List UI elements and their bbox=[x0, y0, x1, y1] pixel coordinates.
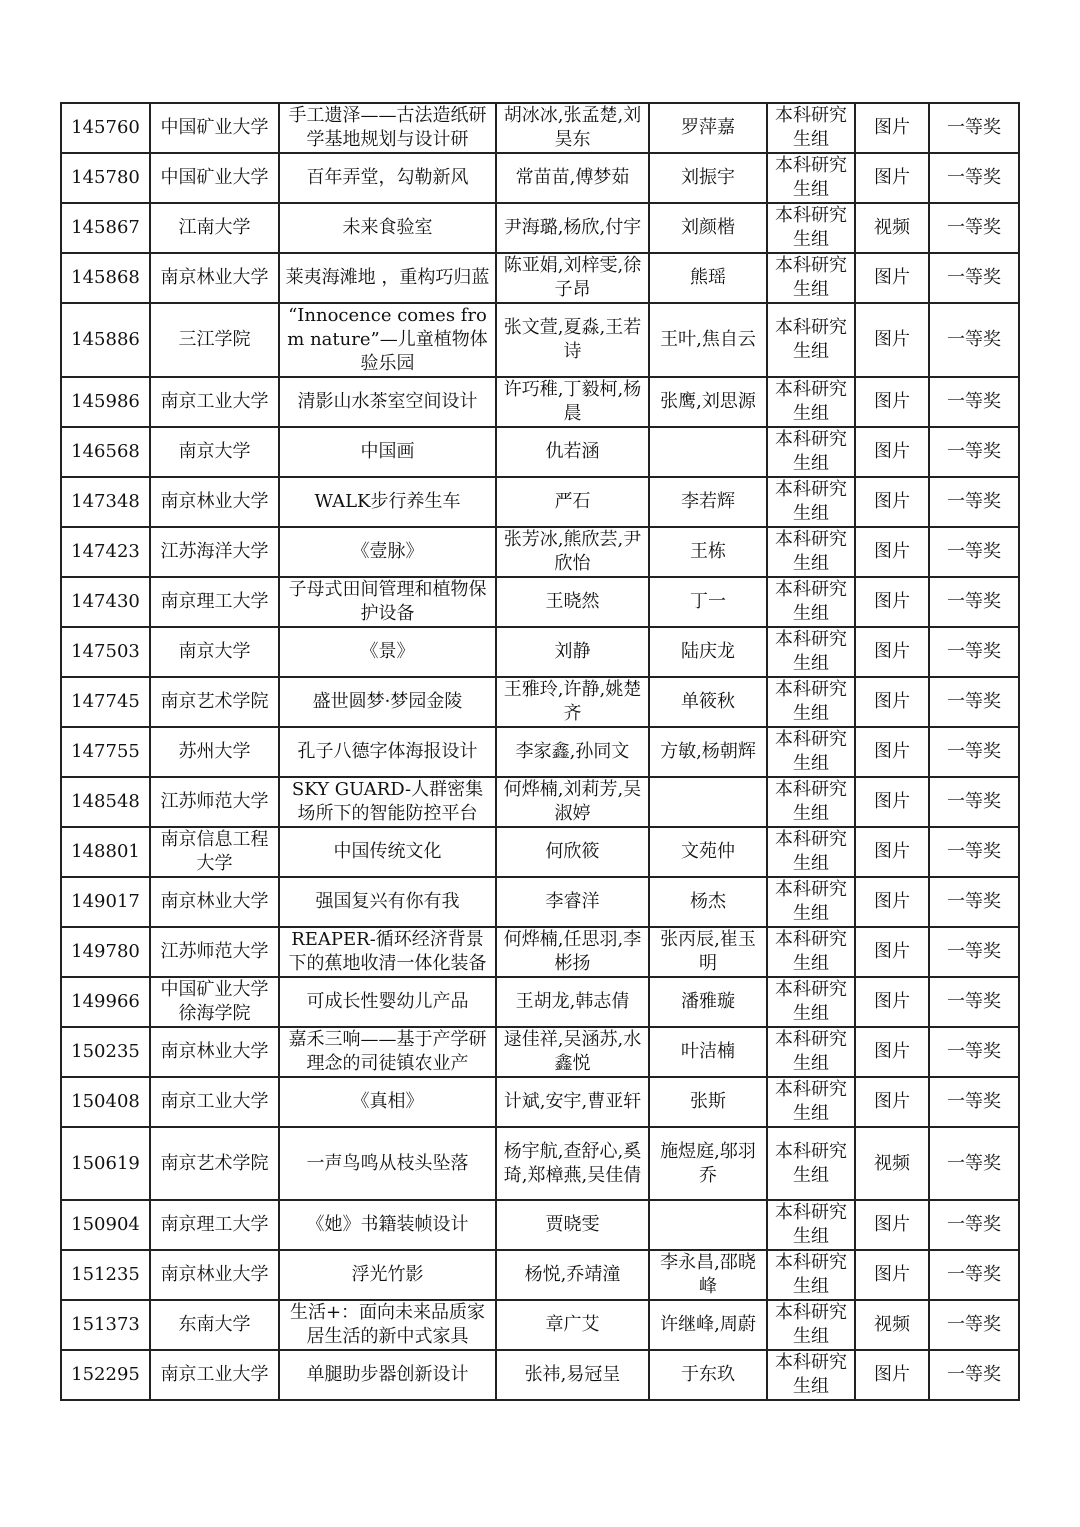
work-type-cell: 视频 bbox=[855, 1127, 929, 1200]
work-title-cell: 手工遗泽——古法造纸研学基地规划与设计研 bbox=[279, 103, 496, 153]
work-title-cell: 嘉禾三响——基于产学研理念的司徒镇农业产 bbox=[279, 1027, 496, 1077]
school-cell: 南京工业大学 bbox=[150, 377, 279, 427]
work-type-cell: 图片 bbox=[855, 927, 929, 977]
work-type-cell: 图片 bbox=[855, 1250, 929, 1300]
school-cell: 南京理工大学 bbox=[150, 1200, 279, 1250]
entry-id-cell: 147348 bbox=[61, 477, 150, 527]
award-cell: 一等奖 bbox=[929, 827, 1019, 877]
entry-id-cell: 148801 bbox=[61, 827, 150, 877]
advisor-cell: 许继峰,周蔚 bbox=[649, 1300, 767, 1350]
group-cell: 本科研究生组 bbox=[767, 253, 855, 303]
award-cell: 一等奖 bbox=[929, 1350, 1019, 1400]
entry-id-cell: 146568 bbox=[61, 427, 150, 477]
school-cell: 江苏师范大学 bbox=[150, 927, 279, 977]
award-cell: 一等奖 bbox=[929, 677, 1019, 727]
advisor-cell: 陆庆龙 bbox=[649, 627, 767, 677]
work-type-cell: 图片 bbox=[855, 527, 929, 577]
award-cell: 一等奖 bbox=[929, 203, 1019, 253]
table-row bbox=[61, 1027, 1019, 1077]
work-type-cell: 视频 bbox=[855, 203, 929, 253]
group-cell: 本科研究生组 bbox=[767, 627, 855, 677]
table-row bbox=[61, 1200, 1019, 1250]
work-title-cell: 莱夷海滩地 ，重构巧归蓝 bbox=[279, 253, 496, 303]
advisor-cell: 熊瑶 bbox=[649, 253, 767, 303]
advisor-cell: 文苑仲 bbox=[649, 827, 767, 877]
advisor-cell: 叶洁楠 bbox=[649, 1027, 767, 1077]
entry-id-cell: 149017 bbox=[61, 877, 150, 927]
table-row bbox=[61, 427, 1019, 477]
school-cell: 南京信息工程大学 bbox=[150, 827, 279, 877]
group-cell: 本科研究生组 bbox=[767, 527, 855, 577]
group-cell: 本科研究生组 bbox=[767, 677, 855, 727]
work-title-cell: 盛世圆梦·梦园金陵 bbox=[279, 677, 496, 727]
authors-cell: 计斌,安宇,曹亚轩 bbox=[496, 1077, 649, 1127]
authors-cell: 王晓然 bbox=[496, 577, 649, 627]
advisor-cell: 王叶,焦自云 bbox=[649, 303, 767, 377]
authors-cell: 胡冰冰,张孟楚,刘昊东 bbox=[496, 103, 649, 153]
entry-id-cell: 145986 bbox=[61, 377, 150, 427]
award-cell: 一等奖 bbox=[929, 153, 1019, 203]
work-type-cell: 图片 bbox=[855, 253, 929, 303]
school-cell: 三江学院 bbox=[150, 303, 279, 377]
authors-cell: 何烨楠,刘莉芳,吴淑婷 bbox=[496, 777, 649, 827]
group-cell: 本科研究生组 bbox=[767, 203, 855, 253]
advisor-cell: 李永昌,邵晓峰 bbox=[649, 1250, 767, 1300]
school-cell: 南京大学 bbox=[150, 627, 279, 677]
work-title-cell: 浮光竹影 bbox=[279, 1250, 496, 1300]
work-type-cell: 图片 bbox=[855, 103, 929, 153]
school-cell: 南京理工大学 bbox=[150, 577, 279, 627]
entry-id-cell: 147430 bbox=[61, 577, 150, 627]
advisor-cell: 张鹰,刘思源 bbox=[649, 377, 767, 427]
advisor-cell: 丁一 bbox=[649, 577, 767, 627]
entry-id-cell: 151373 bbox=[61, 1300, 150, 1350]
school-cell: 南京林业大学 bbox=[150, 1250, 279, 1300]
award-cell: 一等奖 bbox=[929, 253, 1019, 303]
group-cell: 本科研究生组 bbox=[767, 877, 855, 927]
table-row bbox=[61, 877, 1019, 927]
entry-id-cell: 149966 bbox=[61, 977, 150, 1027]
work-type-cell: 图片 bbox=[855, 477, 929, 527]
award-cell: 一等奖 bbox=[929, 303, 1019, 377]
award-cell: 一等奖 bbox=[929, 427, 1019, 477]
advisor-cell: 单筱秋 bbox=[649, 677, 767, 727]
school-cell: 南京大学 bbox=[150, 427, 279, 477]
work-type-cell: 图片 bbox=[855, 303, 929, 377]
table-row bbox=[61, 727, 1019, 777]
group-cell: 本科研究生组 bbox=[767, 377, 855, 427]
work-title-cell: 《壹脉》 bbox=[279, 527, 496, 577]
advisor-cell: 杨杰 bbox=[649, 877, 767, 927]
group-cell: 本科研究生组 bbox=[767, 577, 855, 627]
award-cell: 一等奖 bbox=[929, 1300, 1019, 1350]
table-row bbox=[61, 1127, 1019, 1200]
entry-id-cell: 145868 bbox=[61, 253, 150, 303]
school-cell: 南京工业大学 bbox=[150, 1350, 279, 1400]
award-cell: 一等奖 bbox=[929, 103, 1019, 153]
group-cell: 本科研究生组 bbox=[767, 927, 855, 977]
school-cell: 苏州大学 bbox=[150, 727, 279, 777]
table-row bbox=[61, 1250, 1019, 1300]
authors-cell: 贾晓雯 bbox=[496, 1200, 649, 1250]
table-row bbox=[61, 1077, 1019, 1127]
advisor-cell: 李若辉 bbox=[649, 477, 767, 527]
entry-id-cell: 150408 bbox=[61, 1077, 150, 1127]
group-cell: 本科研究生组 bbox=[767, 1200, 855, 1250]
work-title-cell: 未来食验室 bbox=[279, 203, 496, 253]
award-cell: 一等奖 bbox=[929, 927, 1019, 977]
table-row bbox=[61, 203, 1019, 253]
work-type-cell: 视频 bbox=[855, 1300, 929, 1350]
table-row bbox=[61, 577, 1019, 627]
work-title-cell: REAPER-循环经济背景下的蕉地收清一体化装备 bbox=[279, 927, 496, 977]
award-cell: 一等奖 bbox=[929, 1027, 1019, 1077]
table-row bbox=[61, 303, 1019, 377]
advisor-cell: 罗萍嘉 bbox=[649, 103, 767, 153]
authors-cell: 杨宇航,查舒心,奚琦,郑樟燕,吴佳倩 bbox=[496, 1127, 649, 1200]
authors-cell: 何烨楠,任思羽,李彬扬 bbox=[496, 927, 649, 977]
school-cell: 江苏师范大学 bbox=[150, 777, 279, 827]
table-row bbox=[61, 777, 1019, 827]
work-type-cell: 图片 bbox=[855, 777, 929, 827]
entry-id-cell: 150619 bbox=[61, 1127, 150, 1200]
work-title-cell: 清影山水茶室空间设计 bbox=[279, 377, 496, 427]
work-title-cell: 子母式田间管理和植物保护设备 bbox=[279, 577, 496, 627]
work-title-cell: 生活+：面向未来品质家居生活的新中式家具 bbox=[279, 1300, 496, 1350]
authors-cell: 严石 bbox=[496, 477, 649, 527]
award-cell: 一等奖 bbox=[929, 1127, 1019, 1200]
work-title-cell: 单腿助步器创新设计 bbox=[279, 1350, 496, 1400]
authors-cell: 章广艾 bbox=[496, 1300, 649, 1350]
work-type-cell: 图片 bbox=[855, 1077, 929, 1127]
entry-id-cell: 147423 bbox=[61, 527, 150, 577]
award-cell: 一等奖 bbox=[929, 577, 1019, 627]
authors-cell: 逯佳祥,吴涵苏,水鑫悦 bbox=[496, 1027, 649, 1077]
award-cell: 一等奖 bbox=[929, 477, 1019, 527]
work-type-cell: 图片 bbox=[855, 827, 929, 877]
advisor-cell: 潘雅璇 bbox=[649, 977, 767, 1027]
award-cell: 一等奖 bbox=[929, 627, 1019, 677]
group-cell: 本科研究生组 bbox=[767, 727, 855, 777]
work-title-cell: 一声鸟鸣从枝头坠落 bbox=[279, 1127, 496, 1200]
work-type-cell: 图片 bbox=[855, 627, 929, 677]
table-row bbox=[61, 1350, 1019, 1400]
authors-cell: 何欣筱 bbox=[496, 827, 649, 877]
group-cell: 本科研究生组 bbox=[767, 977, 855, 1027]
work-type-cell: 图片 bbox=[855, 1027, 929, 1077]
work-title-cell: WALK步行养生车 bbox=[279, 477, 496, 527]
work-type-cell: 图片 bbox=[855, 427, 929, 477]
award-cell: 一等奖 bbox=[929, 377, 1019, 427]
school-cell: 南京林业大学 bbox=[150, 253, 279, 303]
authors-cell: 李家鑫,孙同文 bbox=[496, 727, 649, 777]
award-cell: 一等奖 bbox=[929, 1200, 1019, 1250]
entry-id-cell: 145886 bbox=[61, 303, 150, 377]
work-type-cell: 图片 bbox=[855, 727, 929, 777]
table-row bbox=[61, 527, 1019, 577]
school-cell: 中国矿业大学 bbox=[150, 153, 279, 203]
work-type-cell: 图片 bbox=[855, 1200, 929, 1250]
award-cell: 一等奖 bbox=[929, 1250, 1019, 1300]
group-cell: 本科研究生组 bbox=[767, 1300, 855, 1350]
authors-cell: 张芳冰,熊欣芸,尹欣怡 bbox=[496, 527, 649, 577]
work-type-cell: 图片 bbox=[855, 577, 929, 627]
group-cell: 本科研究生组 bbox=[767, 777, 855, 827]
school-cell: 江苏海洋大学 bbox=[150, 527, 279, 577]
authors-cell: 仇若涵 bbox=[496, 427, 649, 477]
table-row bbox=[61, 253, 1019, 303]
work-type-cell: 图片 bbox=[855, 677, 929, 727]
group-cell: 本科研究生组 bbox=[767, 153, 855, 203]
advisor-cell bbox=[649, 777, 767, 827]
group-cell: 本科研究生组 bbox=[767, 103, 855, 153]
table-row bbox=[61, 827, 1019, 877]
authors-cell: 张文萱,夏淼,王若诗 bbox=[496, 303, 649, 377]
school-cell: 南京林业大学 bbox=[150, 477, 279, 527]
school-cell: 南京艺术学院 bbox=[150, 1127, 279, 1200]
entry-id-cell: 147745 bbox=[61, 677, 150, 727]
authors-cell: 张祎,易冠呈 bbox=[496, 1350, 649, 1400]
group-cell: 本科研究生组 bbox=[767, 303, 855, 377]
award-cell: 一等奖 bbox=[929, 1077, 1019, 1127]
entry-id-cell: 152295 bbox=[61, 1350, 150, 1400]
advisor-cell bbox=[649, 1200, 767, 1250]
advisor-cell: 施煜庭,邬羽乔 bbox=[649, 1127, 767, 1200]
entry-id-cell: 145780 bbox=[61, 153, 150, 203]
work-title-cell: 百年弄堂，勾勒新风 bbox=[279, 153, 496, 203]
advisor-cell bbox=[649, 427, 767, 477]
advisor-cell: 方敏,杨朝辉 bbox=[649, 727, 767, 777]
work-title-cell: 中国画 bbox=[279, 427, 496, 477]
authors-cell: 许巧稚,丁毅柯,杨晨 bbox=[496, 377, 649, 427]
award-cell: 一等奖 bbox=[929, 727, 1019, 777]
work-title-cell: 孔子八德字体海报设计 bbox=[279, 727, 496, 777]
group-cell: 本科研究生组 bbox=[767, 1127, 855, 1200]
award-cell: 一等奖 bbox=[929, 877, 1019, 927]
group-cell: 本科研究生组 bbox=[767, 1250, 855, 1300]
work-title-cell: 中国传统文化 bbox=[279, 827, 496, 877]
work-type-cell: 图片 bbox=[855, 1350, 929, 1400]
authors-cell: 陈亚娟,刘梓雯,徐子昂 bbox=[496, 253, 649, 303]
work-type-cell: 图片 bbox=[855, 877, 929, 927]
group-cell: 本科研究生组 bbox=[767, 1027, 855, 1077]
school-cell: 中国矿业大学徐海学院 bbox=[150, 977, 279, 1027]
entry-id-cell: 145867 bbox=[61, 203, 150, 253]
entry-id-cell: 148548 bbox=[61, 777, 150, 827]
award-cell: 一等奖 bbox=[929, 977, 1019, 1027]
authors-cell: 王雅玲,许静,姚楚齐 bbox=[496, 677, 649, 727]
table-row bbox=[61, 153, 1019, 203]
table-row bbox=[61, 977, 1019, 1027]
award-cell: 一等奖 bbox=[929, 777, 1019, 827]
group-cell: 本科研究生组 bbox=[767, 1350, 855, 1400]
awards-table bbox=[60, 102, 1020, 1401]
table-row bbox=[61, 927, 1019, 977]
work-type-cell: 图片 bbox=[855, 977, 929, 1027]
school-cell: 中国矿业大学 bbox=[150, 103, 279, 153]
group-cell: 本科研究生组 bbox=[767, 1077, 855, 1127]
entry-id-cell: 147503 bbox=[61, 627, 150, 677]
table-row bbox=[61, 103, 1019, 153]
table-row bbox=[61, 677, 1019, 727]
group-cell: 本科研究生组 bbox=[767, 477, 855, 527]
work-type-cell: 图片 bbox=[855, 377, 929, 427]
school-cell: 南京工业大学 bbox=[150, 1077, 279, 1127]
entry-id-cell: 150235 bbox=[61, 1027, 150, 1077]
entry-id-cell: 150904 bbox=[61, 1200, 150, 1250]
work-title-cell: 《景》 bbox=[279, 627, 496, 677]
authors-cell: 常苗苗,傅梦茹 bbox=[496, 153, 649, 203]
table-row bbox=[61, 627, 1019, 677]
school-cell: 南京艺术学院 bbox=[150, 677, 279, 727]
work-title-cell: “Innocence comes from nature”—儿童植物体验乐园 bbox=[279, 303, 496, 377]
group-cell: 本科研究生组 bbox=[767, 827, 855, 877]
entry-id-cell: 147755 bbox=[61, 727, 150, 777]
school-cell: 南京林业大学 bbox=[150, 877, 279, 927]
table-row bbox=[61, 377, 1019, 427]
work-title-cell: 可成长性婴幼儿产品 bbox=[279, 977, 496, 1027]
awards-table-body bbox=[61, 103, 1019, 1400]
school-cell: 东南大学 bbox=[150, 1300, 279, 1350]
entry-id-cell: 145760 bbox=[61, 103, 150, 153]
authors-cell: 刘静 bbox=[496, 627, 649, 677]
work-title-cell: 《真相》 bbox=[279, 1077, 496, 1127]
authors-cell: 杨悦,乔靖潼 bbox=[496, 1250, 649, 1300]
entry-id-cell: 149780 bbox=[61, 927, 150, 977]
advisor-cell: 张丙辰,崔玉明 bbox=[649, 927, 767, 977]
award-cell: 一等奖 bbox=[929, 527, 1019, 577]
authors-cell: 李睿洋 bbox=[496, 877, 649, 927]
table-row bbox=[61, 477, 1019, 527]
advisor-cell: 于东玖 bbox=[649, 1350, 767, 1400]
work-title-cell: 《她》书籍装帧设计 bbox=[279, 1200, 496, 1250]
advisor-cell: 张斯 bbox=[649, 1077, 767, 1127]
work-type-cell: 图片 bbox=[855, 153, 929, 203]
advisor-cell: 刘振宇 bbox=[649, 153, 767, 203]
table-row bbox=[61, 1300, 1019, 1350]
advisor-cell: 王栋 bbox=[649, 527, 767, 577]
authors-cell: 王胡龙,韩志倩 bbox=[496, 977, 649, 1027]
work-title-cell: 强国复兴有你有我 bbox=[279, 877, 496, 927]
work-title-cell: SKY GUARD-人群密集场所下的智能防控平台 bbox=[279, 777, 496, 827]
school-cell: 南京林业大学 bbox=[150, 1027, 279, 1077]
entry-id-cell: 151235 bbox=[61, 1250, 150, 1300]
advisor-cell: 刘颜楷 bbox=[649, 203, 767, 253]
authors-cell: 尹海璐,杨欣,付宇 bbox=[496, 203, 649, 253]
school-cell: 江南大学 bbox=[150, 203, 279, 253]
group-cell: 本科研究生组 bbox=[767, 427, 855, 477]
